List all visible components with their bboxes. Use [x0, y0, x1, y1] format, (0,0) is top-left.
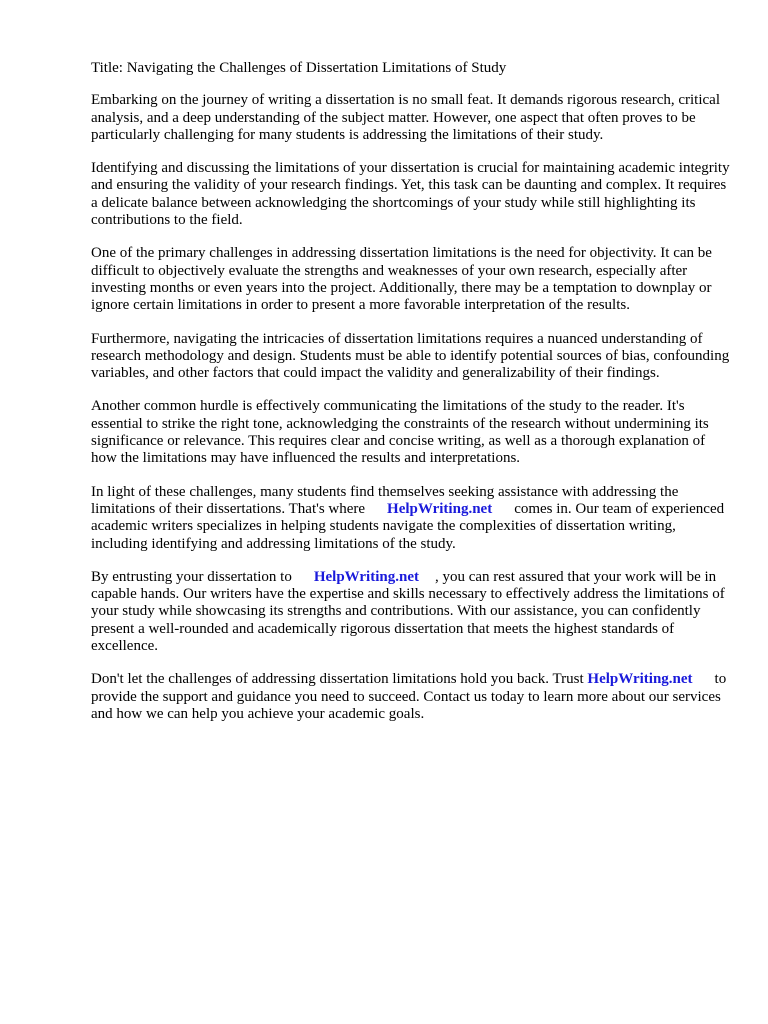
helpwriting-link-3[interactable]: HelpWriting.net — [587, 671, 693, 688]
paragraph-methodology: Furthermore, navigating the intricacies of dissertation limitations requires a nuanced understanding of research methodology and design. Students must be able to identify potential sources of bias, confounding variables, and other factors that could impact the validity and generalizability of their findings. — [91, 330, 730, 382]
document-page — [91, 60, 731, 739]
paragraph-closing — [91, 671, 731, 723]
helpwriting-link-1[interactable]: HelpWriting.net — [387, 500, 493, 517]
paragraph-assistance-text-start: In light of these challenges, many students find themselves seeking assistance with addressing the limitations of their dissertations. That's where — [91, 483, 679, 517]
paragraph-assistance-text-end: comes in. Our team of experienced academic writers specializes in helping students navigate the complexities of dissertation writing, including identifying and addressing limitations of the study. — [91, 500, 725, 552]
paragraph-intro: Embarking on the journey of writing a dissertation is no small feat. It demands rigorous research, critical analysis, and a deep understanding of the subject matter. However, one aspect that often proves to be particularly challenging for many students is addressing the limitations of their study. — [91, 92, 720, 143]
paragraph-communication: Another common hurdle is effectively communicating the limitations of the study to the reader. It's essential to strike the right tone, acknowledging the constraints of the research without undermining its significance or relevance. This requires clear and concise writing, as well as a thorough explanation of how the limitations may have influenced the results and interpretations. — [91, 398, 709, 467]
document-title: Title: Navigating the Challenges of Dissertation Limitations of Study — [91, 60, 507, 76]
paragraph-closing-text-start: Don't let the challenges of addressing dissertation limitations hold you back. Trust — [91, 671, 584, 688]
paragraph-closing-text-end: to provide the support and guidance you need to succeed. Contact us today to learn more about our services and how we can help you achieve your academic goals. — [91, 671, 727, 722]
paragraph-entrusting-text-end: , you can rest assured that your work will be in capable hands. Our writers have the expertise and skills necessary to effectively address the limitations of your study while showcasing its strengths and contributions. With our assistance, you can confidently present a well-rounded and academically rigorous dissertation that meets the highest standards of excellence. — [91, 568, 725, 655]
paragraph-entrusting — [91, 569, 731, 655]
helpwriting-link-2[interactable]: HelpWriting.net — [313, 568, 419, 585]
paragraph-entrusting-text-start: By entrusting your dissertation to — [91, 568, 292, 585]
paragraph-importance: Identifying and discussing the limitations of your dissertation is crucial for maintaining academic integrity and ensuring the validity of your research findings. Yet, this task can be daunting and complex. It requires a delicate balance between acknowledging the shortcomings of your study while still highlighting its contributions to the field. — [91, 160, 730, 229]
paragraph-objectivity: One of the primary challenges in addressing dissertation limitations is the need for objectivity. It can be difficult to objectively evaluate the strengths and weaknesses of your own research, especially after investing months or even years into the project. Additionally, there may be a temptation to downplay or ignore certain limitations in order to present a more favorable interpretation of the results. — [91, 245, 712, 314]
paragraph-assistance — [91, 484, 731, 553]
